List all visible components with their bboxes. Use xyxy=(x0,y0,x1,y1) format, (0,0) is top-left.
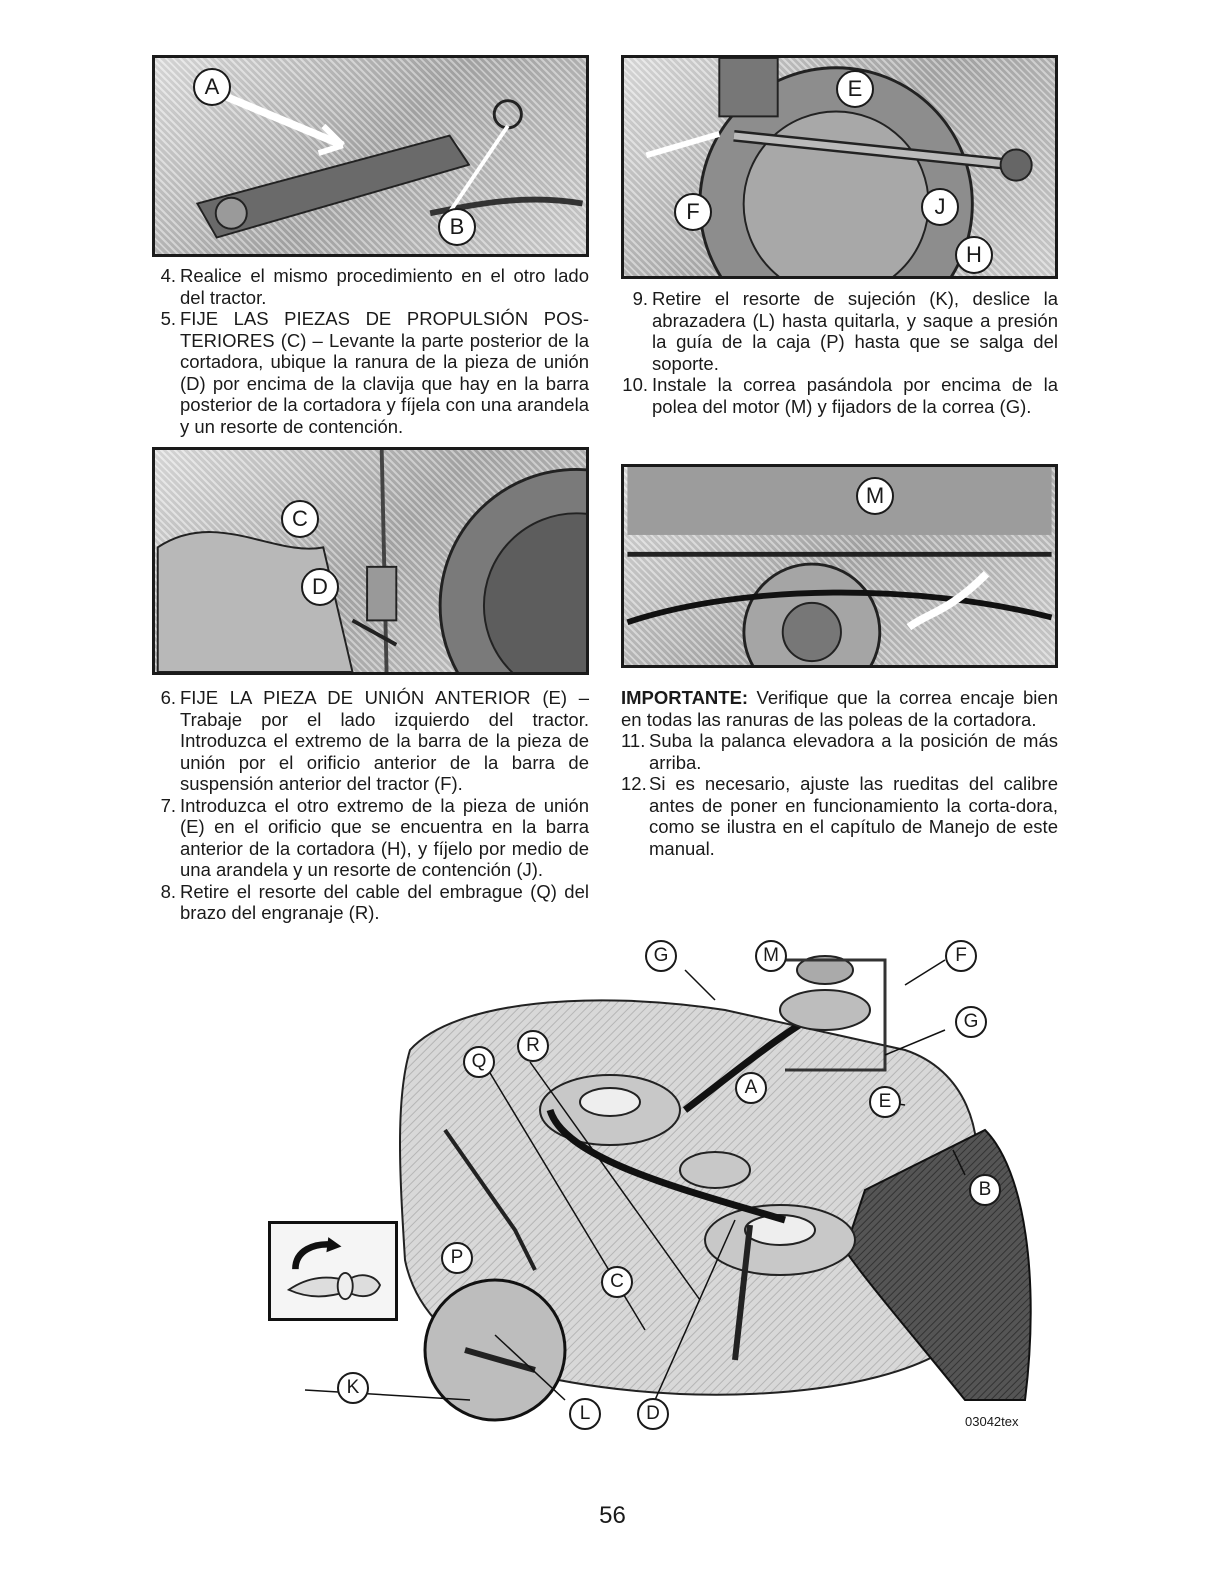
callout-c: C xyxy=(281,500,319,538)
photo-figure-m xyxy=(621,464,1058,668)
step-number: 8. xyxy=(160,880,176,902)
callout-g-right: G xyxy=(955,1006,987,1038)
callout-b: B xyxy=(438,208,476,246)
callout-g-top: G xyxy=(645,940,677,972)
step-number: 11. xyxy=(621,730,646,751)
step-7 xyxy=(152,795,589,881)
step-number: 9. xyxy=(632,288,648,309)
step-number: 7. xyxy=(160,794,176,816)
step-6 xyxy=(152,687,589,795)
callout-e: E xyxy=(869,1086,901,1118)
page-number: 56 xyxy=(599,1502,626,1529)
callout-j: J xyxy=(921,188,959,226)
callout-m: M xyxy=(755,940,787,972)
callout-k: K xyxy=(337,1372,369,1404)
callout-e: E xyxy=(836,70,874,108)
left-steps-4-5 xyxy=(152,265,589,437)
important-note xyxy=(621,687,1058,730)
step-text: Si es necesario, ajuste las rueditas del calibre antes de poner en funcionamiento la corta-dora, como se ilustra en el capítulo de Manejo de este manual. xyxy=(649,773,1058,859)
important-label: IMPORTANTE: xyxy=(621,687,749,708)
step-text: Introduzca el otro extremo de la pieza de unión (E) en el orificio que se encuentra en la barra anterior de la cortadora (H), y fíjelo por medio de una arandela y un resorte de contención (J). xyxy=(180,794,589,880)
callout-q: Q xyxy=(463,1046,495,1078)
callout-r: R xyxy=(517,1030,549,1062)
callout-d: D xyxy=(637,1398,669,1430)
clip-detail-inset xyxy=(268,1221,398,1321)
callout-l: L xyxy=(569,1398,601,1430)
photo-figure-a-b xyxy=(152,55,589,257)
callout-p: P xyxy=(441,1242,473,1274)
mower-deck-drawing xyxy=(265,930,1065,1450)
step-text: FIJE LAS PIEZAS DE PROPULSIÓN POS-TERIORES (C) – Levante la parte posterior de la cortadora, ubique la ranura de la pieza de unión (D) por encima de la clavija que hay en la barra posterior de la cortadora y fíjela con una arandela y un resorte de contención. xyxy=(180,308,589,437)
callout-d: D xyxy=(301,568,339,606)
step-text: FIJE LA PIEZA DE UNIÓN ANTERIOR (E) – Trabaje por el lado izquierdo del tractor. Introduzca el extremo de la barra de la pieza de unión por el orificio anterior de la barra de suspensión anterior del tractor (F). xyxy=(180,687,589,794)
photo-figure-e-f-j-h xyxy=(621,55,1058,279)
mower-deck-diagram xyxy=(265,930,1065,1450)
left-steps-6-8 xyxy=(152,687,589,924)
right-important-steps-11-12 xyxy=(621,687,1058,859)
rear-link-illustration xyxy=(155,450,586,672)
callout-c: C xyxy=(601,1266,633,1298)
step-number: 4. xyxy=(160,265,176,286)
step-number: 5. xyxy=(160,308,176,329)
right-steps-9-10 xyxy=(624,288,1058,417)
important-text: Verifique que la correa encaje bien en todas las ranuras de las poleas de la cortadora. xyxy=(621,687,1058,730)
step-4 xyxy=(152,265,589,308)
step-number: 10. xyxy=(622,374,648,395)
step-12 xyxy=(621,773,1058,859)
step-text: Retire el resorte de sujeción (K), deslice la abrazadera (L) hasta quitarla, y saque a presión la guía de la caja (P) hasta que se salga del soporte. xyxy=(652,288,1058,374)
hairpin-clip-drawing xyxy=(271,1224,395,1318)
callout-f: F xyxy=(945,940,977,972)
callout-h: H xyxy=(955,236,993,274)
step-text: Retire el resorte del cable del embrague (Q) del brazo del engranaje (R). xyxy=(180,880,589,923)
step-8 xyxy=(152,881,589,924)
step-number: 12. xyxy=(621,773,647,794)
step-text: Suba la palanca elevadora a la posición de más arriba. xyxy=(649,730,1058,773)
step-text: Realice el mismo procedimiento en el otro lado del tractor. xyxy=(180,265,589,308)
step-9 xyxy=(624,288,1058,374)
engine-pulley-illustration xyxy=(624,467,1055,665)
step-5 xyxy=(152,308,589,437)
figure-code: 03042tex xyxy=(965,1414,1019,1429)
step-11 xyxy=(621,730,1058,773)
step-number: 6. xyxy=(160,687,176,708)
step-10 xyxy=(624,374,1058,417)
photo-figure-c-d xyxy=(152,447,589,675)
callout-a: A xyxy=(193,68,231,106)
callout-a: A xyxy=(735,1072,767,1104)
step-text: Instale la correa pasándola por encima de la polea del motor (M) y fijadors de la correa (G). xyxy=(652,374,1058,417)
callout-b: B xyxy=(969,1174,1001,1206)
callout-m: M xyxy=(856,477,894,515)
callout-f: F xyxy=(674,193,712,231)
